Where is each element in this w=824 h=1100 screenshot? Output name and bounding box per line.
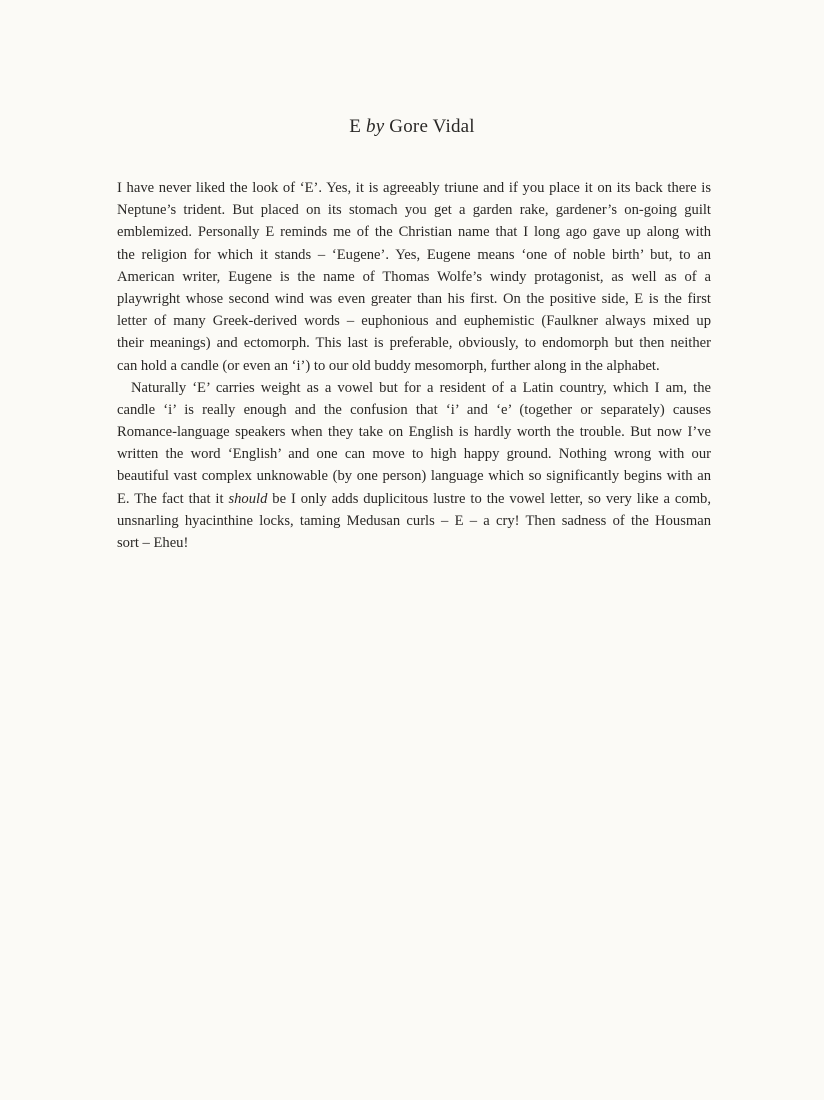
- title-by: by: [366, 116, 385, 137]
- essay-body: [117, 177, 711, 554]
- text-line: written the word ‘English’ and one can move to high happy ground. Nothing wrong with our: [117, 446, 711, 463]
- title-letter: E: [349, 116, 362, 137]
- text-line: emblemized. Personally E reminds me of the Christian name that I long ago gave up along with: [117, 224, 711, 241]
- text-line: E. The fact that it should be I only adds duplicitous lustre to the vowel letter, so very like a comb,: [117, 490, 711, 507]
- text-line: beautiful vast complex unknowable (by one person) language which so significantly begins with an: [117, 468, 711, 485]
- text-line: I have never liked the look of ‘E’. Yes, it is agreeably triune and if you place it on its back there is: [117, 180, 711, 196]
- text-line: sort – Eheu!: [117, 535, 189, 551]
- text-line: letter of many Greek-derived words – euphonious and euphemistic (Faulkner always mixed up: [117, 313, 711, 330]
- paragraph-2: [117, 377, 711, 555]
- text-line: candle ‘i’ is really enough and the confusion that ‘i’ and ‘e’ (together or separately) causes: [117, 401, 711, 418]
- text-line: can hold a candle (or even an ‘i’) to our old buddy mesomorph, further along in the alphabet.: [117, 357, 660, 374]
- text-line: the religion for which it stands – ‘Eugene’. Yes, Eugene means ‘one of noble birth’ but, to an: [117, 246, 711, 263]
- text-line: Romance-language speakers when they take on English is hardly worth the trouble. But now I’ve: [117, 424, 711, 441]
- title-author: Gore Vidal: [389, 116, 475, 137]
- text-line: American writer, Eugene is the name of Thomas Wolfe’s windy protagonist, as well as of a: [117, 268, 711, 285]
- text-line: unsnarling hyacinthine locks, taming Medusan curls – E – a cry! Then sadness of the Housman: [117, 512, 711, 529]
- text-line: playwright whose second wind was even greater than his first. On the positive side, E is the first: [117, 290, 711, 307]
- text-line: Neptune’s trident. But placed on its stomach you get a garden rake, gardener’s on-going guilt: [117, 202, 711, 219]
- paragraph-1: [117, 177, 711, 377]
- essay-title: [0, 116, 824, 138]
- emphasis-should: should: [228, 490, 268, 507]
- text-line: their meanings) and ectomorph. This last is preferable, obviously, to endomorph but then neither: [117, 335, 711, 352]
- text-line: Naturally ‘E’ carries weight as a vowel but for a resident of a Latin country, which I am, the: [131, 379, 711, 396]
